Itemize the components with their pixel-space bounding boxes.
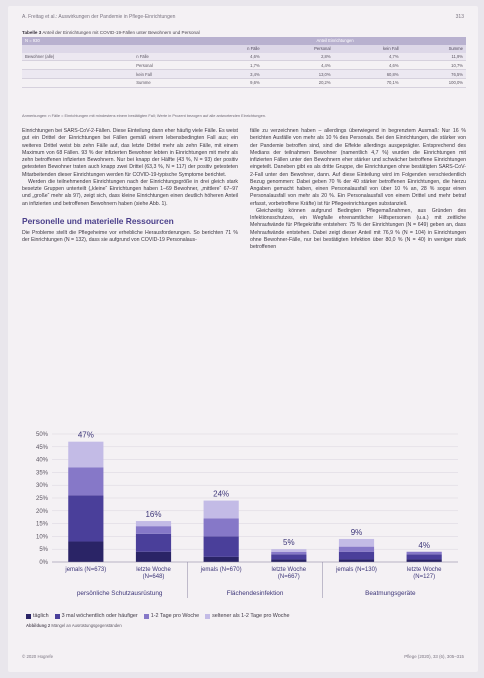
x-tick-label: jemals (N=670) (200, 567, 242, 573)
x-tick-label: letzte Woche (271, 567, 307, 573)
table-row-label: n Fälle (133, 53, 204, 61)
table-row (22, 53, 466, 61)
bar-segment (339, 539, 374, 547)
legend-label: 3 mal wöchentlich oder häufiger (61, 613, 138, 619)
page-number: 313 (455, 14, 464, 20)
table-n-label: N = 930 (22, 37, 133, 45)
footer-citation: Pflege (2020), 33 (6), 305–315 (404, 654, 464, 659)
table-col-header: Summe (402, 45, 466, 53)
bar-segment (68, 542, 103, 562)
table-row-label: Personal (133, 61, 204, 70)
bar-total-label: 5% (283, 538, 295, 548)
chart-svg (22, 422, 468, 612)
x-tick-label: letzte Woche (406, 567, 442, 573)
table-row-label: Summe (133, 78, 204, 87)
bar-segment (136, 552, 171, 562)
table-cell: 76,5% (402, 70, 466, 79)
legend-item (205, 613, 289, 619)
y-tick-label: 5% (39, 547, 48, 554)
bar-segment (68, 467, 103, 495)
bar-segment (271, 549, 306, 552)
bar-segment (339, 547, 374, 552)
y-tick-label: 10% (35, 534, 48, 541)
bar-total-label: 24% (213, 489, 230, 499)
bar-segment (407, 559, 442, 562)
table-cell: 2,8% (263, 53, 334, 61)
table-row (22, 78, 466, 87)
bar-segment (271, 559, 306, 562)
paragraph: Die Probleme stellt die Pflegeheime vor erhebliche Herausforderungen. So berichten 71 % der Einrichtungen (N = 132), dass sie aufgrund von COVID-19 Personalaus- (22, 229, 238, 243)
group-label: persönliche Schutzausrüstung (76, 590, 163, 597)
table-cell: 4,7% (334, 53, 402, 61)
bar-segment (136, 534, 171, 552)
legend-swatch (144, 614, 149, 619)
paragraph: fälle zu verzeichnen haben – allerdings überwiegend in begrenztem Ausmaß: Nur 16 % berichten Ausfälle von mehr als 10 % des Personals. Bei den Einrichtungen, die stärker von der Pandemie betroffen sind, sind die Effekte allerdings ausgeprägter. Entsprechend des Medians der teilnahmen Bewohner (namentlich 4,7 %) wurden die Einrichtungen mit infizierten Fällen unter den Bewohnern eher stärker und schwächer betroffene Einrichtungen eingeteilt. Daneben gibt es als dritte Gruppe, die Einrichtungen ohne bestätigten SARS-CoV-2-Fall unter den Bewohner, dann. Auf diese Einteilung wird im Folgenden verschiedentlich Bezug genommen: Dabei geben 70 % der 40 stärker betroffenen Einrichtungen, die hierzu Angaben gemacht haben, einen Personalausfall von über 10 % an, 28 % sogar einen Personalausfall von mehr als 20 %. Ein Personalausfall von einem Drittel und mehr betraf erfasst, vorbetroffene Kräfte) ist für Pflegeeinrichtungen substanziell. (250, 128, 466, 207)
table-col-header: Personal (263, 45, 334, 53)
x-tick-label: letzte Woche (136, 567, 171, 573)
bar-total-label: 47% (77, 430, 94, 440)
x-tick-label: jemals (N=130) (336, 567, 377, 573)
table-row-label: kein Fall (133, 70, 204, 79)
y-tick-label: 20% (35, 508, 48, 515)
table-col-header: kein Fall (334, 45, 402, 53)
running-footer (22, 654, 464, 659)
table-note: Anmerkungen: n Fälle = Einrichtungen mit mindestens einem bestätigten Fall; Werte in Prozent bezogen auf alle antwortenden Einrichtungen. (22, 113, 266, 118)
table-cell: 60,8% (334, 70, 402, 79)
table-row (22, 70, 466, 79)
table-cell: 4,4% (263, 61, 334, 70)
table-cell: 20,2% (263, 78, 334, 87)
legend-item (55, 613, 138, 619)
y-tick-label: 45% (35, 444, 48, 451)
x-tick-label-line2: (N=648) (142, 574, 165, 580)
bar-segment (68, 495, 103, 541)
y-tick-label: 15% (35, 521, 48, 528)
group-label: Flächendesinfektion (226, 590, 284, 597)
table-cell: 11,9% (402, 53, 466, 61)
table-header-row-2 (22, 45, 466, 53)
bar-segment (407, 552, 442, 555)
table-row-group: Bewohner (alle) (22, 53, 133, 61)
group-label: Beatmungsgeräte (365, 590, 416, 597)
table-caption-text: Anteil der Einrichtungen mit COVID-19-Fällen unter Bewohnern und Personal (42, 30, 200, 35)
legend-swatch (26, 614, 31, 619)
table-cell: 4,6% (334, 61, 402, 70)
document-page (8, 6, 478, 672)
table-caption-label: Tabelle 3 (22, 30, 42, 35)
table-cell: 70,1% (334, 78, 402, 87)
legend-item (144, 613, 199, 619)
table-cell: 10,7% (402, 61, 466, 70)
legend-label: 1-2 Tage pro Woche (150, 613, 200, 619)
table-header-row-1 (22, 37, 466, 45)
bar-segment (68, 442, 103, 468)
x-tick-label: jemals (N=673) (65, 567, 107, 573)
bar-total-label: 4% (418, 540, 430, 550)
legend-swatch (55, 614, 60, 619)
y-tick-label: 25% (35, 496, 48, 502)
bar-segment (204, 536, 239, 556)
paragraph: Einrichtungen bei SARS-CoV-2-Fällen. Diese Einteilung dann eher häufig viele Fälle. Es weist gut ein Drittel der Einrichtungen bei Fällen gemäß einem lebensbedingten Fall aus; ein weiteres Drittel weist bis zehn Fälle auf, das letzte Drittel mehr als zehn Fälle, mit einem Maximum von 68 Fällen. 93 % der infizierten Bewohner lebten in Einrichtungen mit mehr als zehn betroffenen infizierten Bewohnern. Nur bei knapp der Hälfte (43 %, N = 93) der positiv getesteten Bewohner traten auch knapp zwei Drittel (63,3 %, N = 117) der positiv getesteten Mitarbeitenden dieser Einrichtungen werden für COVID-19-typische Symptome berichtet. (22, 128, 238, 178)
section-heading: Personelle und materielle Ressourcen (22, 215, 174, 226)
bar-segment (271, 554, 306, 559)
y-tick-label: 30% (35, 483, 48, 490)
chart-legend (26, 613, 290, 619)
body-columns (22, 128, 466, 251)
table-caption (22, 30, 464, 35)
paragraph: Gleichzeitig können aufgrund Bedingten Pflegemaßnahmen, aus Gründen des Infektionsschutzes, ein Wegfalle ehrenamtlicher Hilfspersonen (u.a.) mit zeitliche Mehraufwände für Pflegekräfte entstehen: 75 % der Einrichtungen (N = 649) geben an, dass Mehraufwände entstehen. Dabei zeigt dieser Anteil mit 76,9 % (N = 104) in Einrichtungen ohne Bewohner-Fälle, nur bei bestätigten Infektion über 80,0 % (N = 40) in weniger stark betroffenen (250, 207, 466, 250)
bar-segment (204, 518, 239, 536)
table-cell: 4,6% (204, 53, 263, 61)
table-cell: 1,7% (204, 61, 263, 70)
bar-total-label: 9% (350, 527, 363, 537)
bar-segment (204, 557, 239, 562)
running-header (22, 14, 464, 20)
table-col-header: n Fälle (204, 45, 263, 53)
equipment-shortage-chart (22, 422, 468, 612)
header-title: A. Freitag et al.: Auswirkungen der Pandemie in Pflege-Einrichtungen (22, 14, 176, 20)
bar-total-label: 16% (145, 510, 162, 520)
figure-caption-label: Abbildung 2 (26, 623, 51, 628)
legend-swatch (205, 614, 210, 619)
bar-segment (136, 526, 171, 534)
figure-caption (26, 623, 122, 628)
legend-label: täglich (33, 613, 49, 619)
results-table (22, 37, 466, 88)
table-group-header: Anteil Einrichtungen (204, 37, 466, 45)
bar-segment (339, 552, 374, 560)
left-column (22, 128, 238, 251)
figure-caption-text: Mängel an Ausrüstungsgegenständen (51, 623, 122, 628)
y-tick-label: 35% (35, 470, 48, 477)
y-tick-label: 0% (39, 560, 48, 566)
table-row (22, 61, 466, 70)
y-tick-label: 50% (35, 432, 48, 438)
bar-segment (339, 559, 374, 562)
paragraph: Werden die teilnehmenden Einrichtungen nach der Einrichtungsgröße in drei gleich stark besetzte Gruppen unterteilt („kleine“ Einrichtungen haben 1–69 Bewohner, „mittlere“ 67–97 und „große“ mehr als 97), zeigt sich, dass kleine Einrichtungen einen deutlich höheren Anteil an infizierten und betroffenen Bewohnern haben (siehe Abb. 1). (22, 178, 238, 207)
x-tick-label-line2: (N=127) (413, 574, 436, 580)
table-cell: 13,0% (263, 70, 334, 79)
table-cell: 9,6% (204, 78, 263, 87)
footer-copyright: © 2020 Hogrefe (22, 654, 54, 659)
bar-segment (407, 554, 442, 559)
bar-segment (136, 521, 171, 526)
table-cell: 100,0% (402, 78, 466, 87)
bar-segment (204, 501, 239, 519)
y-tick-label: 40% (35, 457, 48, 464)
legend-item (26, 613, 49, 619)
table-cell: 3,4% (204, 70, 263, 79)
legend-label: seltener als 1-2 Tage pro Woche (212, 613, 290, 619)
right-column (250, 128, 466, 251)
x-tick-label-line2: (N=667) (277, 574, 300, 580)
bar-segment (271, 552, 306, 555)
